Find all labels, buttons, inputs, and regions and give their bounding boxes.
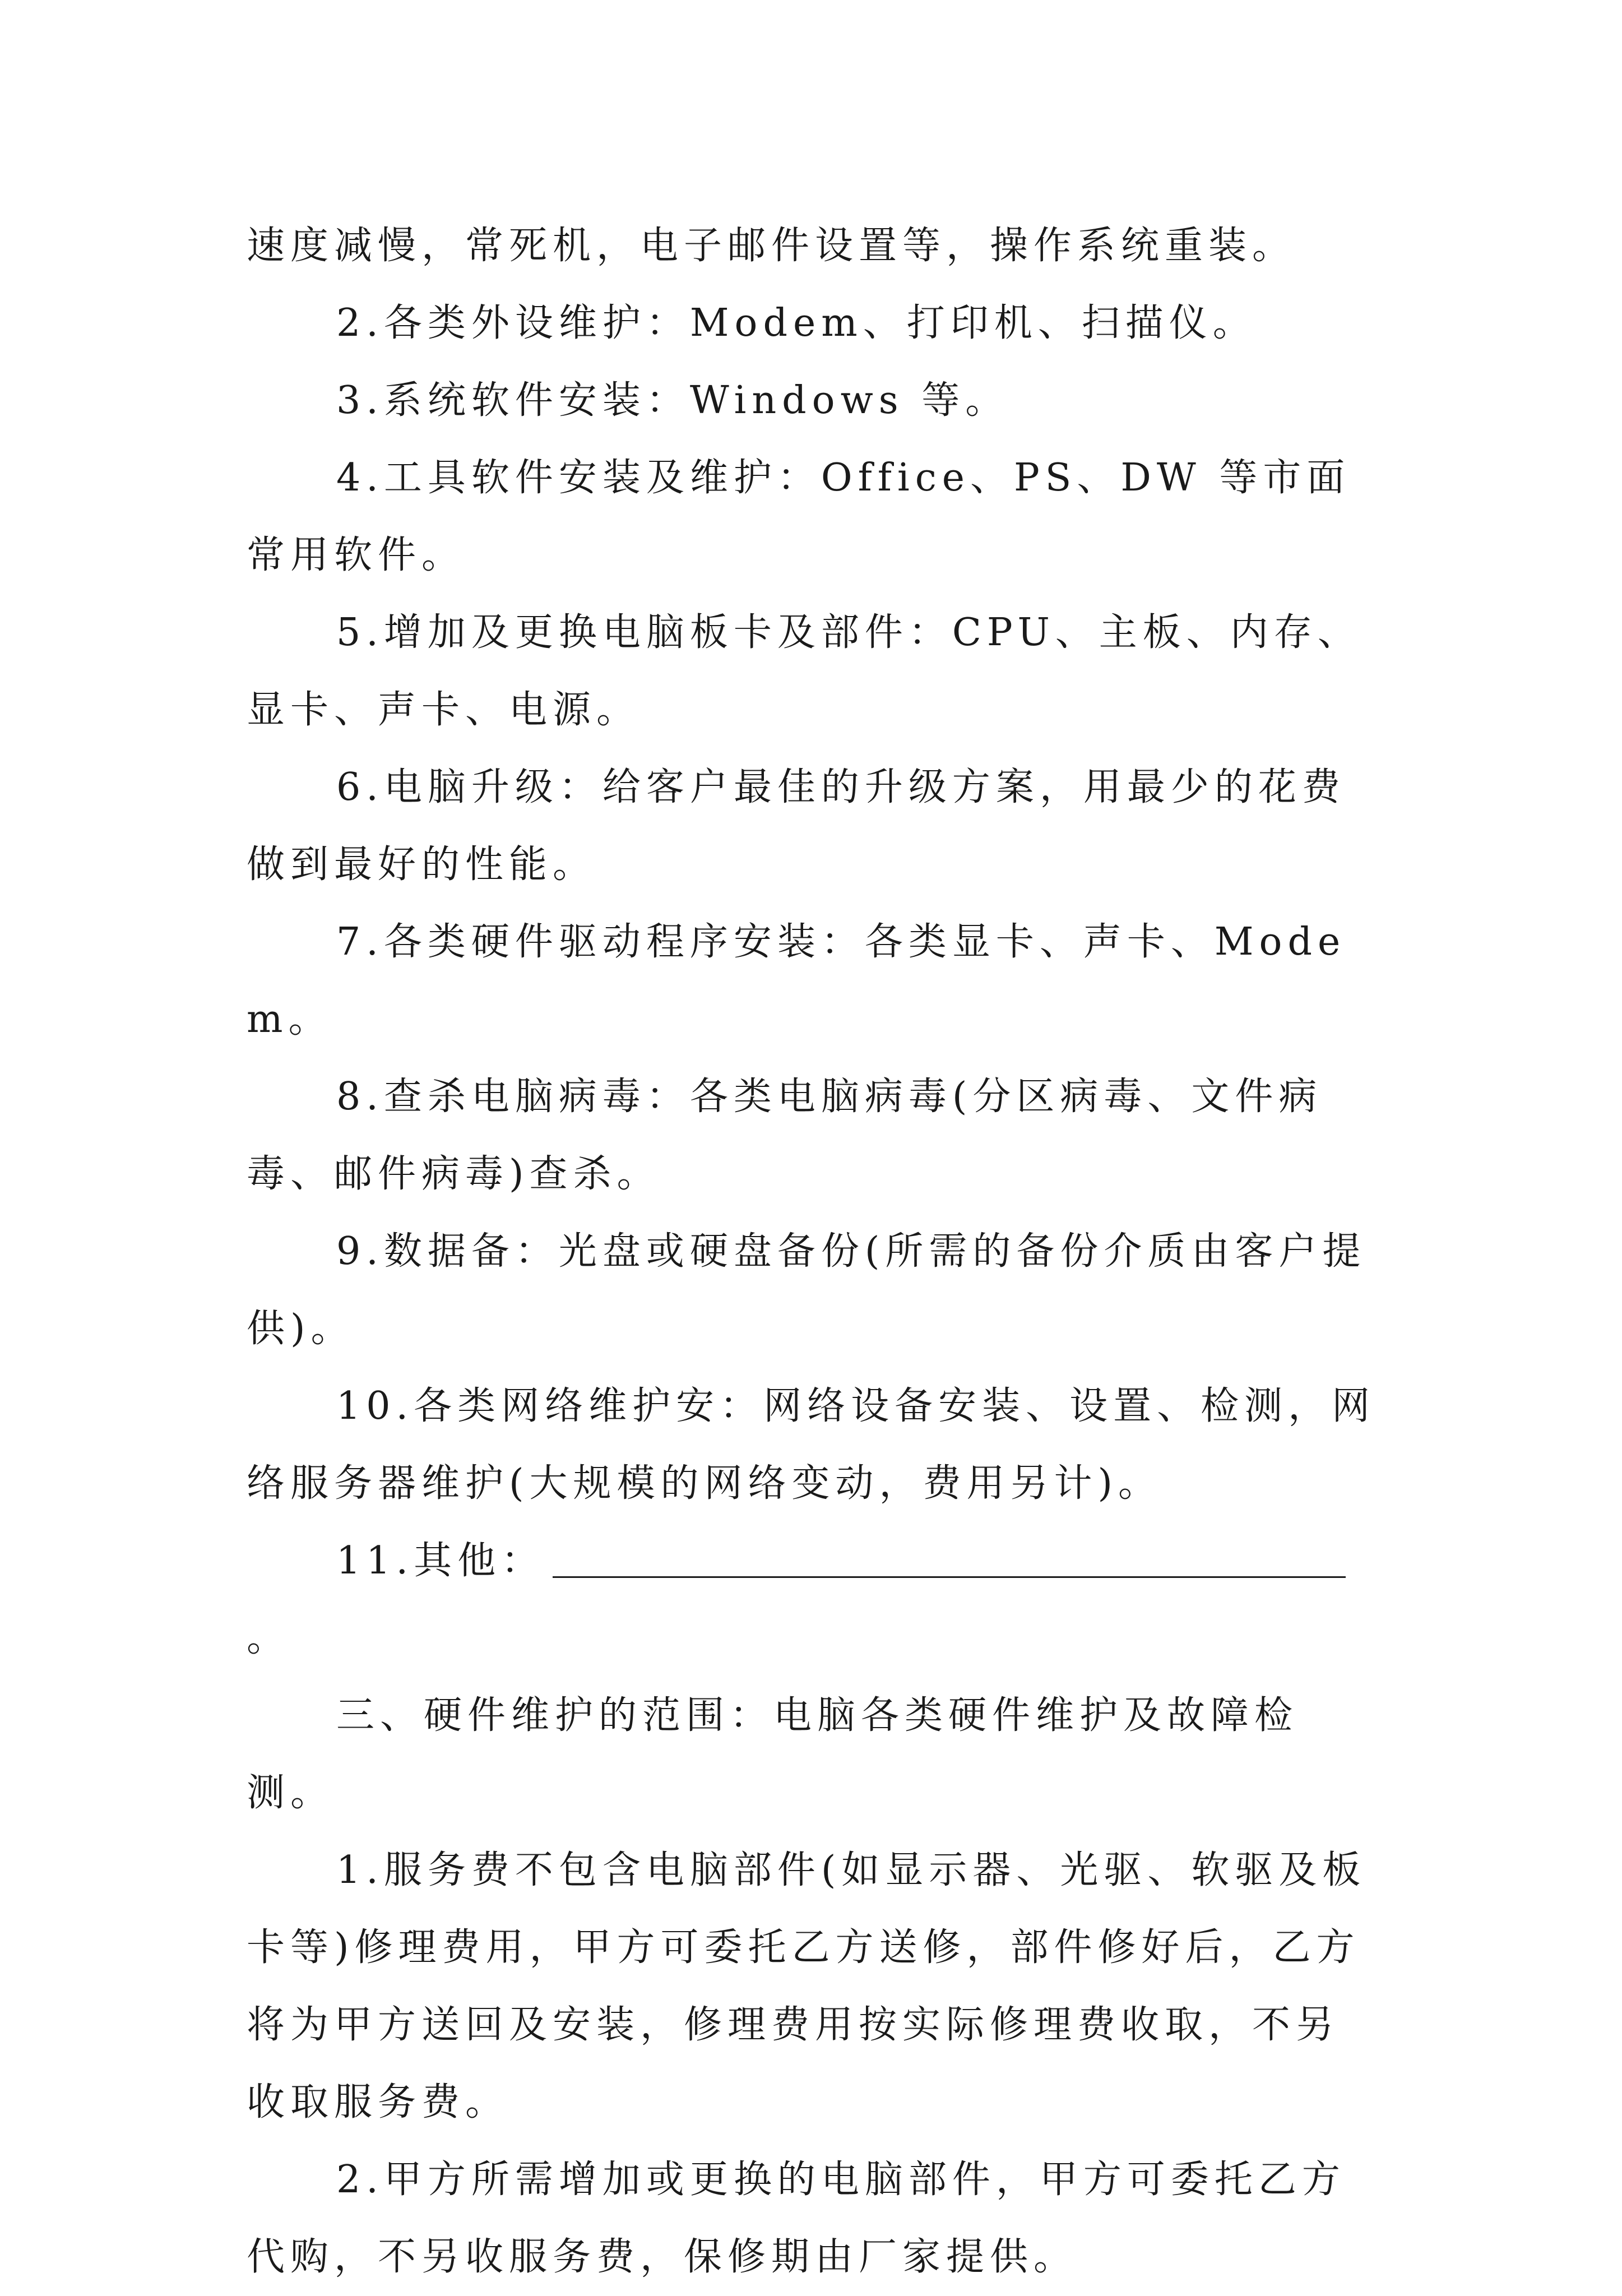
- paragraph-continuation: 速度减慢，常死机，电子邮件设置等，操作系统重装。: [247, 224, 1296, 268]
- paragraph-item-3: 3.系统软件安装：Windows 等。: [336, 378, 1009, 423]
- paragraph-item-8: 8.查杀电脑病毒：各类电脑病毒(分区病毒、文件病毒、邮件病毒)查杀。: [247, 1075, 1323, 1196]
- paragraph-hardware-item-2: 2.甲方所需增加或更换的电脑部件，甲方可委托乙方代购，不另收服务费，保修期由厂家提供。: [247, 2158, 1346, 2279]
- document-page: [247, 207, 1379, 2296]
- section-heading-hardware-scope: 三、硬件维护的范围：电脑各类硬件维护及故障检测。: [247, 1693, 1299, 1815]
- paragraph-item-9: 9.数据备：光盘或硬盘备份(所需的备份介质由客户提供)。: [247, 1229, 1366, 1351]
- item-11-label: 11.其他：: [336, 1539, 545, 1583]
- paragraph-item-5: 5.增加及更换电脑板卡及部件：CPU、主板、内存、显卡、声卡、电源。: [247, 610, 1361, 732]
- paragraph-item-2: 2.各类外设维护：Modem、打印机、扫描仪。: [336, 301, 1257, 345]
- item-11-suffix: 。: [247, 1616, 291, 1660]
- paragraph-item-6: 6.电脑升级：给客户最佳的升级方案，用最少的花费做到最好的性能。: [247, 765, 1346, 887]
- paragraph-item-7: 7.各类硬件驱动程序安装：各类显卡、声卡、Modem。: [247, 920, 1346, 1041]
- paragraph-hardware-item-1: 1.服务费不包含电脑部件(如显示器、光驱、软驱及板卡等)修理费用，甲方可委托乙方送修，部件修好后，乙方将为甲方送回及安装，修理费用按实际修理费收取，不另收取服务费。: [247, 1848, 1366, 2124]
- paragraph-item-11: [247, 1522, 1379, 1677]
- fill-in-blank-line: [553, 1537, 1346, 1578]
- paragraph-item-4: 4.工具软件安装及维护：Office、PS、DW 等市面常用软件。: [247, 456, 1351, 577]
- paragraph-item-10: 10.各类网络维护安：网络设备安装、设置、检测，网络服务器维护(大规模的网络变动，费用另计)。: [247, 1384, 1376, 1506]
